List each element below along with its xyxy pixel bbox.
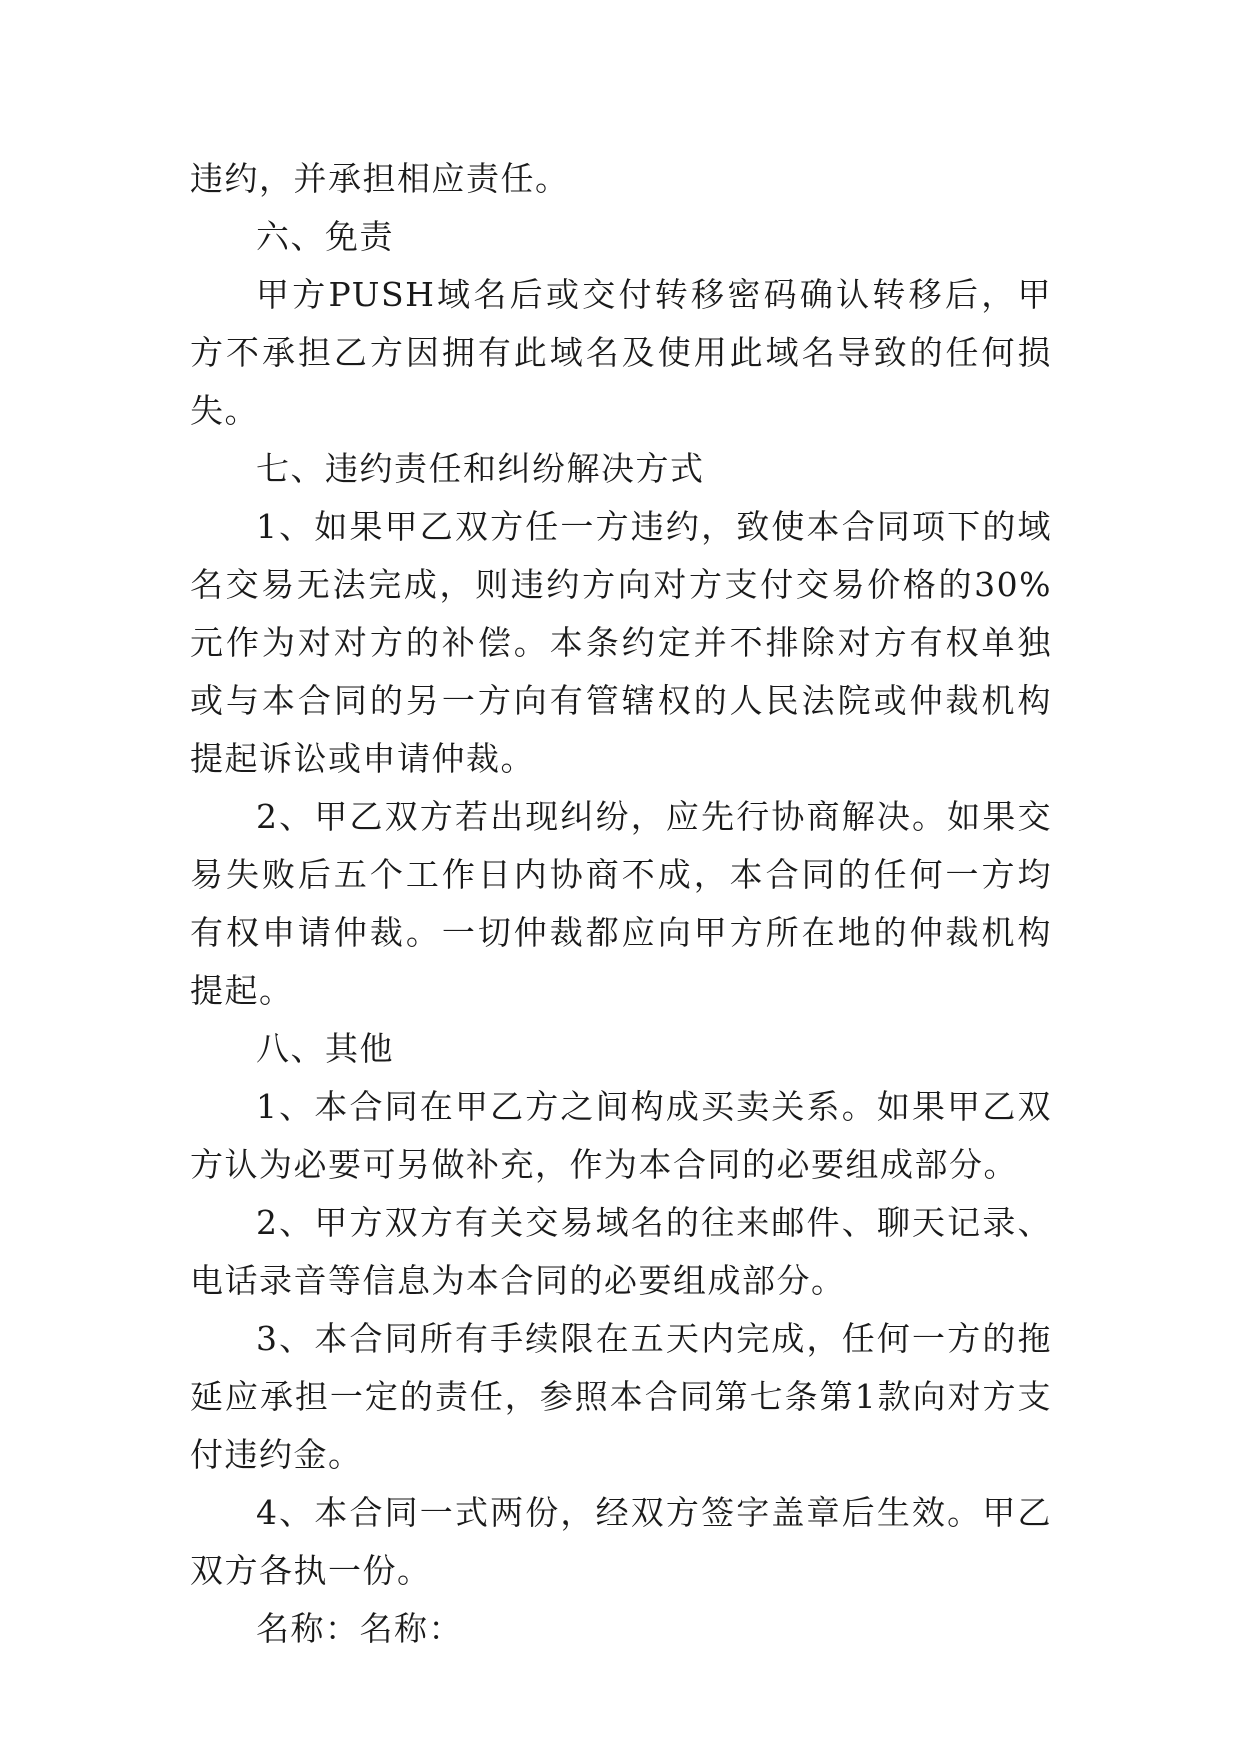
continuation-text: 违约，并承担相应责任。	[190, 159, 570, 198]
paragraph-liability-1: 1、如果甲乙双方任一方违约，致使本合同项下的域名交易无法完成，则违约方向对方支付交易价格的30%元作为对对方的补偿。本条约定并不排除对方有权单独或与本合同的另一方向有管辖权的人民法院或仲裁机构提起诉讼或申请仲裁。	[190, 507, 1052, 778]
paragraph-exemption: 甲方PUSH域名后或交付转移密码确认转移后，甲方不承担乙方因拥有此域名及使用此域名导致的任何损失。	[190, 275, 1052, 430]
section-heading-liability: 七、违约责任和纠纷解决方式	[256, 449, 705, 488]
section-heading-exemption: 六、免责	[256, 217, 394, 256]
paragraph-other-2: 2、甲方双方有关交易域名的往来邮件、聊天记录、电话录音等信息为本合同的必要组成部分。	[190, 1203, 1052, 1300]
section-heading-other: 八、其他	[256, 1029, 394, 1068]
paragraph-other-1: 1、本合同在甲乙方之间构成买卖关系。如果甲乙双方认为必要可另做补充，作为本合同的必要组成部分。	[190, 1087, 1052, 1184]
paragraph-liability-2: 2、甲乙双方若出现纠纷，应先行协商解决。如果交易失败后五个工作日内协商不成，本合同的任何一方均有权申请仲裁。一切仲裁都应向甲方所在地的仲裁机构提起。	[190, 797, 1052, 1010]
paragraph-other-3: 3、本合同所有手续限在五天内完成，任何一方的拖延应承担一定的责任，参照本合同第七条第1款向对方支付违约金。	[190, 1319, 1052, 1474]
paragraph-other-4: 4、本合同一式两份，经双方签字盖章后生效。甲乙双方各执一份。	[190, 1493, 1052, 1590]
signature-line: 名称：名称：	[256, 1609, 463, 1648]
document-body	[190, 150, 1052, 1658]
